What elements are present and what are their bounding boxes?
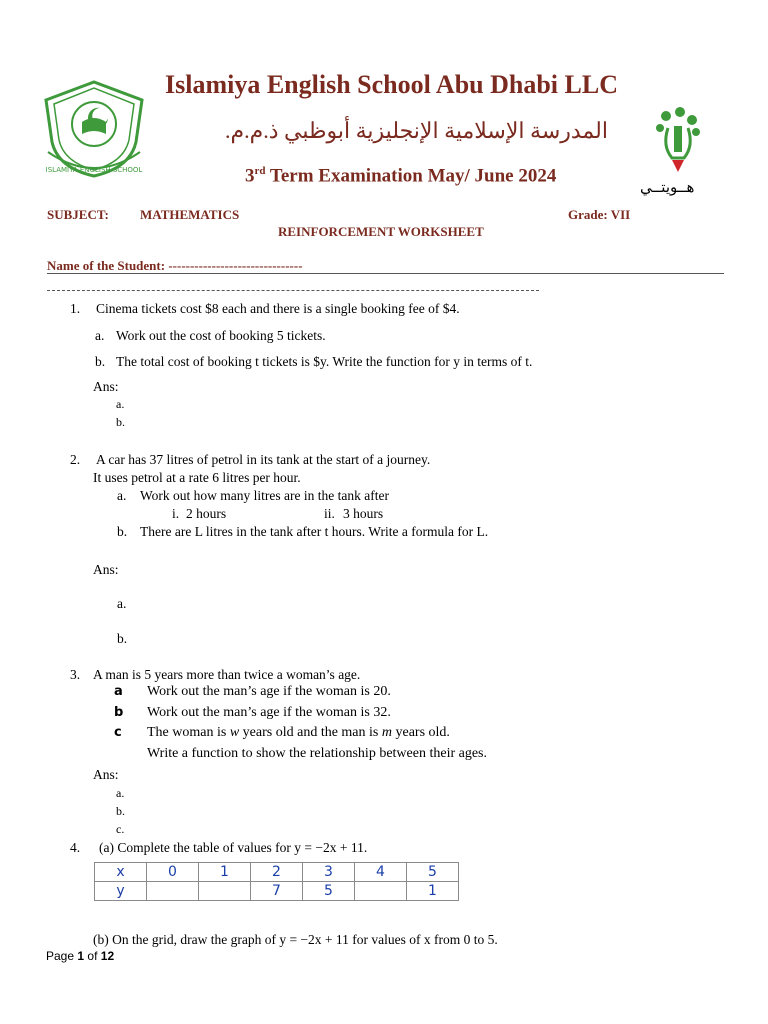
q2-b-text: There are L litres in the tank after t hours. Write a formula for L. — [140, 524, 489, 539]
table-cell: 0 — [147, 863, 199, 882]
identity-logo — [648, 106, 708, 176]
subject-value: MATHEMATICS — [140, 207, 240, 222]
exam-rest: Term Examination May/ June 2024 — [269, 165, 557, 187]
table-row-x — [95, 863, 459, 882]
exam-ordinal-suffix: rd — [254, 165, 266, 177]
identity-logo-label: هــويتــي — [640, 180, 695, 196]
table-cell: 2 — [251, 863, 303, 882]
table-header-x: x — [95, 863, 147, 882]
q1-ans-b: b. — [116, 415, 125, 429]
q3-c-text — [147, 725, 450, 740]
school-name-ar: المدرسة الإسلامية الإنجليزية أبوظبي ذ.م.م. — [225, 118, 608, 143]
q3-text: A man is 5 years more than twice a woman’s age. — [93, 667, 361, 682]
table-cell: 5 — [407, 863, 459, 882]
q3-a-label: a — [114, 684, 123, 699]
table-cell: 5 — [303, 882, 355, 901]
q1-a-label: a. — [95, 328, 105, 343]
table-cell: 7 — [251, 882, 303, 901]
q3-b-label: b — [114, 705, 124, 720]
name-underline — [47, 273, 724, 274]
table-cell-blank[interactable] — [199, 882, 251, 901]
q3-ans-a: a. — [116, 786, 125, 800]
q2-ans-a: a. — [117, 596, 127, 611]
table-cell: 3 — [303, 863, 355, 882]
q2-a-text: Work out how many litres are in the tank after — [140, 488, 389, 503]
student-name-label: Name of the Student: — [47, 258, 166, 273]
q1-number: 1. — [70, 301, 81, 316]
q2-b-label: b. — [117, 524, 128, 539]
q4-part-a: (a) Complete the table of values for y = −2x + 11. — [99, 840, 368, 855]
page-word: Page — [46, 949, 75, 963]
q3-c-text2: Write a function to show the relationship between their ages. — [147, 746, 487, 761]
table-cell: 1 — [407, 882, 459, 901]
q1-ans-a: a. — [116, 397, 125, 411]
q4-part-b: (b) On the grid, draw the graph of y = −2x + 11 for values of x from 0 to 5. — [93, 932, 498, 947]
q2-ans-label: Ans: — [93, 562, 119, 577]
q3-ans-c: c. — [116, 822, 125, 836]
worksheet-title: REINFORCEMENT WORKSHEET — [278, 224, 484, 239]
q2-ii-label: ii. — [324, 506, 335, 521]
exam-title — [245, 165, 556, 187]
q3-c-post: years old. — [395, 725, 450, 740]
student-name-line — [47, 258, 303, 274]
of-word: of — [87, 949, 98, 963]
table-header-y: y — [95, 882, 147, 901]
school-name-en: Islamiya English School Abu Dhabi LLC — [165, 70, 618, 99]
q3-c-label: c — [114, 725, 122, 740]
table-cell-blank[interactable] — [355, 882, 407, 901]
q2-i-label: i. — [172, 506, 180, 521]
subject-label: SUBJECT: — [47, 207, 109, 222]
q3-ans-b: b. — [116, 804, 125, 818]
page-number: 1 — [77, 949, 85, 963]
q3-number: 3. — [70, 667, 81, 682]
exam-ordinal: 3 — [245, 165, 255, 187]
q2-ans-b: b. — [117, 631, 128, 646]
school-crest-logo — [38, 72, 150, 184]
table-cell-blank[interactable] — [147, 882, 199, 901]
q1-text: Cinema tickets cost $8 each and there is a single booking fee of $4. — [96, 301, 460, 316]
q2-i-text: 2 hours — [186, 506, 227, 521]
q1-a-text: Work out the cost of booking 5 tickets. — [116, 328, 326, 343]
q2-text1: A car has 37 litres of petrol in its tank at the start of a journey. — [96, 452, 431, 467]
name-underline-dashed — [47, 290, 539, 292]
q3-a-text: Work out the man’s age if the woman is 20. — [147, 684, 391, 699]
q3-c-pre: The woman is — [147, 725, 227, 740]
svg-text:ISLAMIYA ENGLISH SCHOOL: ISLAMIYA ENGLISH SCHOOL — [45, 166, 143, 174]
q2-text2: It uses petrol at a rate 6 litres per hour. — [93, 470, 301, 485]
q4-number: 4. — [70, 840, 81, 855]
q3-c-m: m — [381, 725, 392, 740]
page-footer — [46, 949, 114, 963]
page-total: 12 — [100, 949, 115, 963]
q1-b-label: b. — [95, 354, 106, 369]
q1-b-text: The total cost of booking t tickets is $y. Write the function for y in terms of t. — [116, 354, 533, 369]
grade: Grade: VII — [568, 207, 631, 222]
q1-ans-label: Ans: — [93, 379, 119, 394]
q3-ans-label: Ans: — [93, 767, 119, 782]
q2-ii-text: 3 hours — [343, 506, 384, 521]
table-cell: 4 — [355, 863, 407, 882]
student-name-blank: ------------------------------- — [168, 258, 303, 273]
table-cell: 1 — [199, 863, 251, 882]
table-row-y — [95, 882, 459, 901]
q2-a-label: a. — [117, 488, 127, 503]
values-table — [94, 862, 459, 901]
q3-c-mid: years old and the man is — [242, 725, 379, 740]
q3-c-w: w — [229, 725, 240, 740]
q2-number: 2. — [70, 452, 81, 467]
q3-b-text: Work out the man’s age if the woman is 32. — [147, 705, 391, 720]
